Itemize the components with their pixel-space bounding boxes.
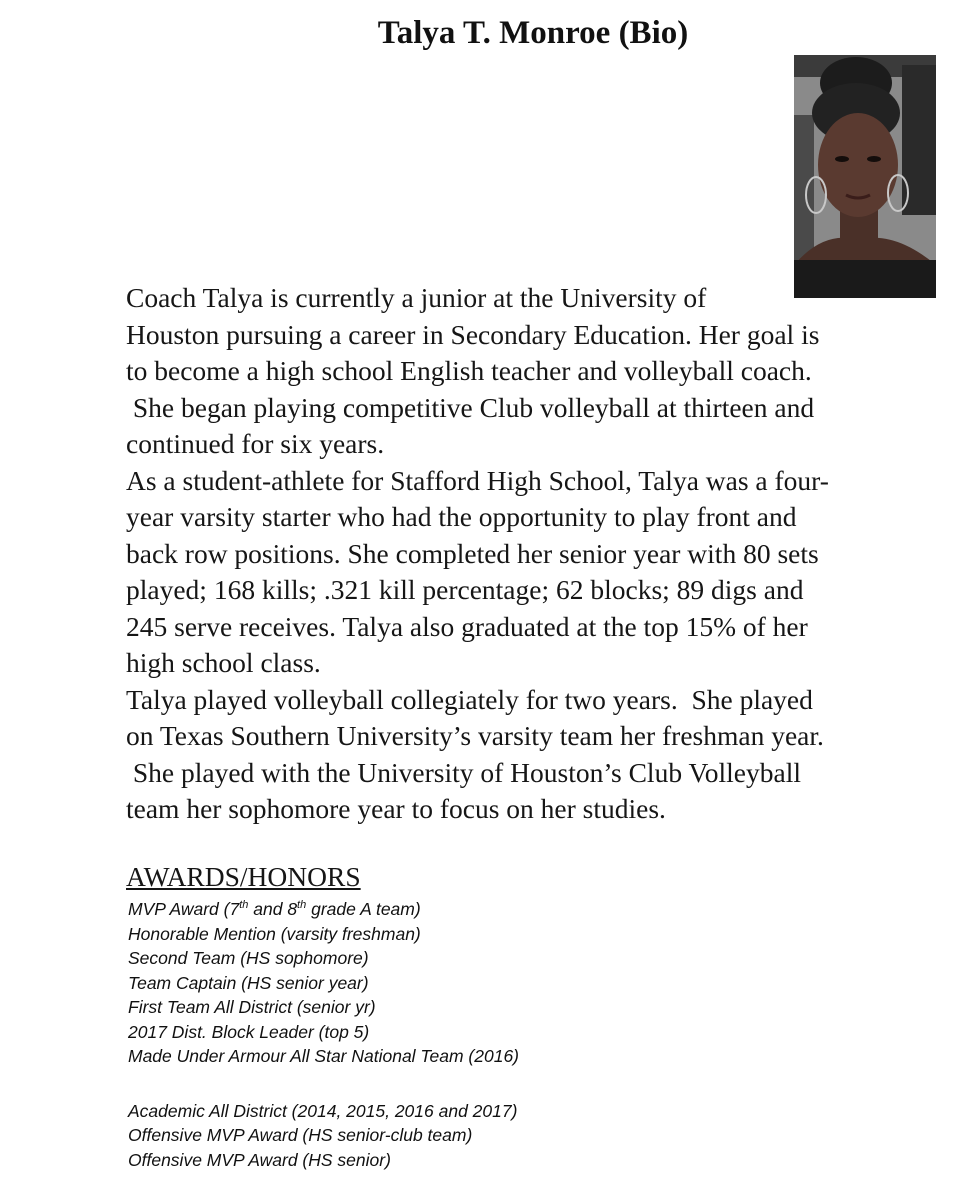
bio-line: back row positions. She completed her senior year with 80 sets	[126, 537, 819, 569]
bio-line: 245 serve receives. Talya also graduated at the top 15% of her	[126, 610, 808, 642]
bio-line: high school class.	[126, 647, 321, 678]
award-item: Team Captain (HS senior year)	[128, 972, 369, 993]
page-title: Talya T. Monroe (Bio)	[377, 15, 689, 51]
bio-line: played; 168 kills; .321 kill percentage; 62 blocks; 89 digs and	[126, 574, 804, 605]
bio-text	[126, 280, 926, 828]
award-text: grade A team)	[306, 899, 421, 919]
award-item: 2017 Dist. Block Leader (top 5)	[128, 1021, 370, 1042]
ordinal-suffix: th	[239, 899, 249, 911]
bio-line: year varsity starter who had the opportunity to play front and	[126, 501, 797, 532]
awards-list	[128, 897, 828, 1172]
bio-line: She began playing competitive Club volleyball at thirteen and	[126, 391, 815, 423]
ordinal-suffix: th	[297, 899, 307, 911]
award-item: Second Team (HS sophomore)	[128, 948, 369, 968]
bio-line: As a student-athlete for Stafford High School, Talya was a four-	[126, 464, 829, 496]
award-item: First Team All District (senior yr)	[128, 997, 376, 1017]
spacer	[128, 1069, 828, 1099]
award-item: Academic All District (2014, 2015, 2016 and 2017)	[128, 1100, 518, 1121]
award-item	[128, 897, 828, 922]
award-item: Honorable Mention (varsity freshman)	[128, 923, 421, 944]
portrait-photo	[794, 55, 936, 298]
award-text: and 8	[248, 899, 298, 919]
bio-line: She played with the University of Houston’s Club Volleyball	[126, 756, 801, 788]
bio-line: on Texas Southern University’s varsity team her freshman year.	[126, 720, 824, 751]
award-item: Offensive MVP Award (HS senior-club team)	[128, 1125, 473, 1145]
awards-heading: AWARDS/HONORS	[126, 861, 361, 892]
award-item: Made Under Armour All Star National Team (2016)	[128, 1046, 520, 1066]
bio-line: team her sophomore year to focus on her studies.	[126, 793, 666, 824]
bio-line: to become a high school English teacher and volleyball coach.	[126, 355, 812, 386]
award-text: MVP Award (7	[128, 899, 240, 919]
bio-line: continued for six years.	[126, 428, 385, 459]
award-item: Offensive MVP Award (HS senior)	[128, 1149, 391, 1170]
bio-line: Coach Talya is currently a junior at the University of	[126, 282, 707, 313]
portrait-illustration	[794, 55, 936, 298]
bio-line: Talya played volleyball collegiately for two years. She played	[126, 683, 813, 715]
bio-line: Houston pursuing a career in Secondary Education. Her goal is	[126, 318, 820, 350]
